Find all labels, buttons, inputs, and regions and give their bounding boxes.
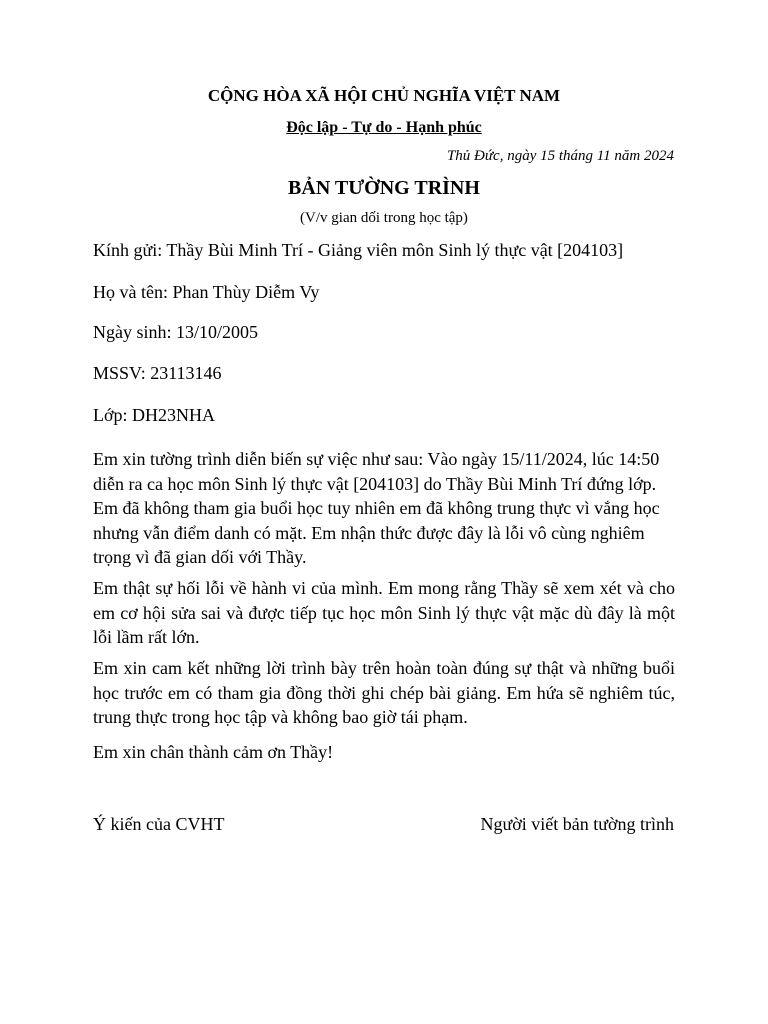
motto: Độc lập - Tự do - Hạnh phúc <box>286 119 482 136</box>
birth-date-line: Ngày sinh: 13/10/2005 <box>93 322 258 342</box>
document-subtitle: (V/v gian dối trong học tập) <box>300 210 468 226</box>
recipient-line: Kính gửi: Thầy Bùi Minh Trí - Giảng viên môn Sinh lý thực vật [204103] <box>93 240 624 260</box>
national-title: CỘNG HÒA XÃ HỘI CHỦ NGHĨA VIỆT NAM <box>207 86 561 105</box>
advisor-opinion-label: Ý kiến của CVHT <box>93 814 225 834</box>
student-id-line: MSSV: 23113146 <box>93 363 222 383</box>
body-paragraph-2: Em thật sự hối lỗi về hành vi của mình. Em mong rằng Thầy sẽ xem xét và cho em cơ hội sửa sai và được tiếp tục học môn Sinh lý thực vật mặc dù đây là một lỗi lầm rất lớn. <box>93 578 675 647</box>
body-paragraph-3: Em xin cam kết những lời trình bày trên hoàn toàn đúng sự thật và những buổi học trước em có tham gia đồng thời ghi chép bài giảng. Em hứa sẽ nghiêm túc, trung thực trong học tập và không bao giờ tái phạm. <box>93 658 675 727</box>
place-date: Thủ Đức, ngày 15 tháng 11 năm 2024 <box>446 148 674 164</box>
full-name-line: Họ và tên: Phan Thùy Diễm Vy <box>93 282 320 302</box>
body-paragraph-1: Em xin tường trình diễn biến sự việc như sau: Vào ngày 15/11/2024, lúc 14:50 diễn ra ca học môn Sinh lý thực vật [204103] do Thầy Bùi Minh Trí đứng lớp. Em đã không tham gia buổi học tuy nhiên em đã không trung thực vì vắng học nhưng vẫn điểm danh có mặt. Em nhận thức được đây là lỗi vô cùng nghiêm trọng vì đã gian dối với Thầy. <box>93 449 660 567</box>
closing-line: Em xin chân thành cảm ơn Thầy! <box>93 742 334 762</box>
class-line: Lớp: DH23NHA <box>93 405 216 425</box>
writer-signature-label: Người viết bản tường trình <box>480 814 674 834</box>
document-title: BẢN TƯỜNG TRÌNH <box>288 177 480 199</box>
